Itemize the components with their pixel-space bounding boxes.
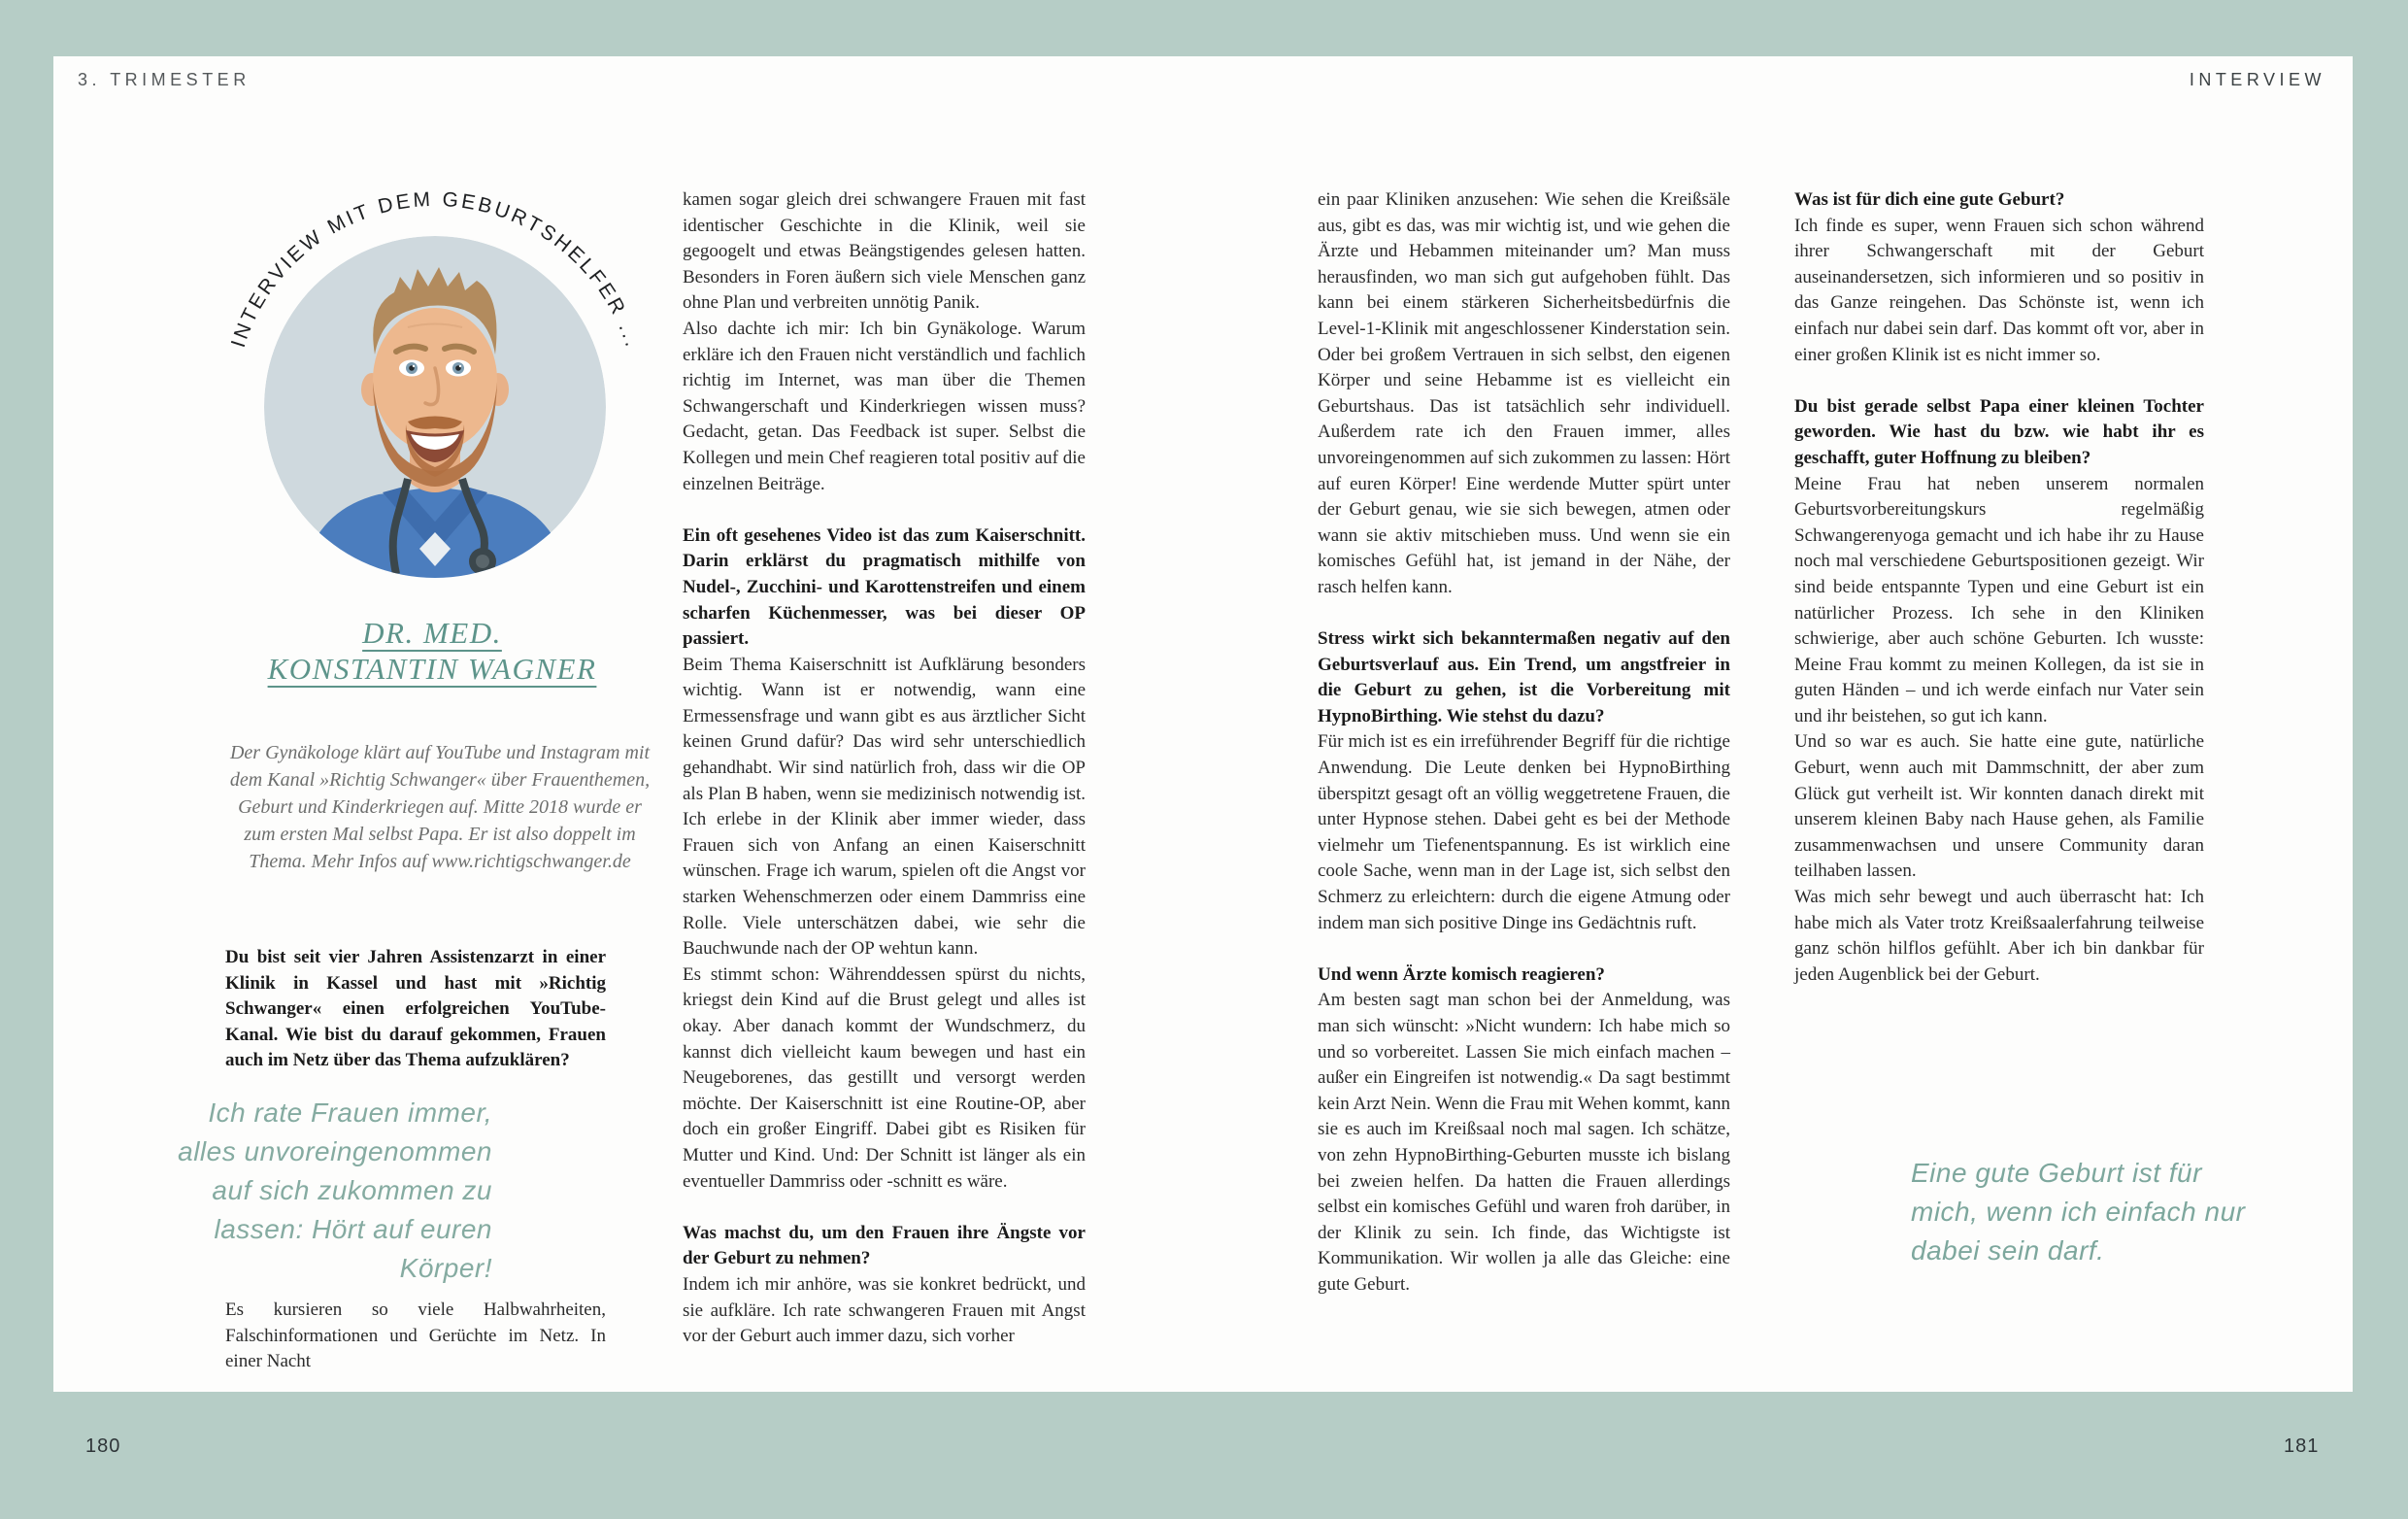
interview-question: Stress wirkt sich bekanntermaßen negativ auf den Geburtsverlauf aus. Ein Trend, um angstfreier in die Geburt zu gehen, ist die Vorbereitung mit HypnoBirthing. Wie stehst du dazu? bbox=[1318, 628, 1730, 726]
interview-answer: Es stimmt schon: Währenddessen spürst du nichts, kriegst dein Kind auf die Brust gelegt und alles ist okay. Aber danach kommt der Wundschmerz, du kannst dich vielleicht kaum bewegen und hast ein Neugeborenes, das gestillt und versorgt werden möchte. Der Kaiserschnitt ist eine Routine-OP, aber doch ein großer Eingriff. Dabei gibt es Risiken für Mutter und Kind. Und: Der Schnitt ist länger als ein eventueller Dammriss oder -schnitt es wäre. bbox=[683, 963, 1086, 1192]
doctor-name bbox=[199, 615, 665, 687]
interview-question: Und wenn Ärzte komisch reagieren? bbox=[1318, 963, 1605, 985]
interview-answer: kamen sogar gleich drei schwangere Frauen mit fast identischer Geschichte in die Klinik, weil sie gegoogelt und etwas Beängstigendes gelesen hatten. Besonders in Foren äußern sich viele Menschen ganz ohne Plan und verbreiten unnötig Panik. bbox=[683, 189, 1086, 314]
interview-question: Was ist für dich eine gute Geburt? bbox=[1794, 189, 2065, 210]
portrait-photo bbox=[264, 236, 606, 578]
interview-answer: Beim Thema Kaiserschnitt ist Aufklärung besonders wichtig. Wann ist er notwendig, wann eine Ermessensfrage und wann gibt es aus ärztlicher Sicht keinen Grund dafür? Das wird sehr unterschiedlich gehandhabt. Wir sind natürlich froh, dass wir die OP als Plan B haben, wenn sie medizinisch notwendig ist. Ich erlebe in der Klinik aber immer wieder, dass Frauen sich von Anfang an einen Kaiserschnitt wünschen. Frage ich warum, spielen oft die Angst vor starken Wehenschmerzen oder einem Dammriss eine Rolle. Viele unterschätzen dabei, wie sehr die Bauchwunde nach der OP wehtun kann. bbox=[683, 654, 1086, 960]
interview-answer: Was mich sehr bewegt und auch überrascht hat: Ich habe mich als Vater trotz Kreißsaalerfahrung teilweise ganz schön hilflos gefühlt. Aber ich bin dankbar für jeden Augenblick bei der Geburt. bbox=[1794, 887, 2204, 985]
interview-answer: Meine Frau hat neben unserem normalen Geburtsvorbereitungskurs regelmäßig Schwangerenyoga gemacht und ich habe ihr zu Hause noch mal verschiedene Geburtspositionen gezeigt. Wir sind beide entspannte Typen und eine Geburt ist ein natürlicher Prozess. Ich sehe in den Kliniken schwierige, aber auch schöne Geburten. Ich wusste: Meine Frau kommt zu meinen Kollegen, da ist sie in guten Händen – und ich werde einfach nur Vater sein und ihr beistehen, so gut ich kann. bbox=[1794, 473, 2204, 726]
interview-answer: Also dachte ich mir: Ich bin Gynäkologe. Warum erkläre ich den Frauen nicht verständlich und fachlich richtig im Internet, was man über die Themen Schwangerschaft und Kinderkriegen wissen muss? Gedacht, getan. Das Feedback ist super. Selbst die Kollegen und mein Chef reagieren total positiv auf die einzelnen Beiträge. bbox=[683, 318, 1086, 494]
running-head-right: INTERVIEW bbox=[2189, 70, 2325, 89]
interview-answer: Es kursieren so viele Halbwahrheiten, Falschinformationen und Gerüchte im Netz. In einer Nacht bbox=[225, 1300, 606, 1372]
answer-intro bbox=[225, 1298, 606, 1375]
interview-answer: Und so war es auch. Sie hatte eine gute, natürliche Geburt, wenn auch mit Dammschnitt, der aber zum Glück gut verheilt ist. Wir konnten danach direkt mit unserem kleinen Baby nach Hause gehen, als Familie zusammenwachsen und unsere Community daran teilhaben lassen. bbox=[1794, 731, 2204, 882]
doctor-name-line2: KONSTANTIN WAGNER bbox=[267, 652, 597, 686]
interview-answer: Am besten sagt man schon bei der Anmeldung, was man sich wünscht: »Nicht wundern: Ich habe mich so und so vorbereitet. Lassen Sie mich einfach machen – außer ein Eingreifen ist notwendig.« Da sagt bestimmt kein Arzt Nein. Wenn die Frau mit Wehen kommt, kann sie es auch im Kreißsaal noch mal sagen. Ich schätze, von zehn HypnoBirthing-Geburten musste ich bislang bei zweien helfen. Da hatten die Frauen allerdings selbst ein komisches Gefühl und waren froh darüber, in der Klinik zu sein. Ich finde, das Wichtigste ist Kommunikation. Wir wollen ja alle das Gleiche: eine gute Geburt. bbox=[1318, 990, 1730, 1295]
interview-question: Was machst du, um den Frauen ihre Ängste vor der Geburt zu nehmen? bbox=[683, 1222, 1086, 1269]
pull-quote-right: Eine gute Geburt ist für mich, wenn ich einfach nur dabei sein darf. bbox=[1911, 1158, 2246, 1266]
interview-answer: ein paar Kliniken anzusehen: Wie sehen die Kreißsäle aus, gibt es das, was mir wichtig ist, und wie gehen die Ärzte und Hebammen miteinander um? Man muss herausfinden, wo man sich gut aufgehoben fühlt. Das kann bei einem stärkeren Sicherheitsbedürfnis die Level-1-Klinik mit angeschlossener Kinderstation sein. Oder bei großem Vertrauen in sich selbst, den eigenen Körper und seine Hebamme ist es vielleicht ein Geburtshaus. Das ist tatsächlich sehr individuell. Außerdem rate ich den Frauen immer, alles unvoreingenommen auf sich zukommen zu lassen: Hört auf euren Körper! Eine werdende Mutter spürt unter der Geburt genau, wie sie sich bewegen, atmen oder wann sie aktiv mitschieben muss. Und wenn sie ein komisches Gefühl hat, ist jemand in der Nähe, der rasch helfen kann. bbox=[1318, 189, 1730, 597]
text-column-3 bbox=[1318, 187, 1730, 1299]
page-number-right: 181 bbox=[2284, 1435, 2320, 1457]
pull-quote-left: Ich rate Frauen immer, alles unvoreingenommen auf sich zukommen zu lassen: Hört auf euren Körper! bbox=[178, 1097, 492, 1283]
page-number-left: 180 bbox=[85, 1435, 121, 1457]
interview-question-first bbox=[225, 945, 606, 1074]
interview-answer: Indem ich mir anhöre, was sie konkret bedrückt, und sie aufkläre. Ich rate schwangeren Frauen mit Angst vor der Geburt auch immer dazu, sich vorher bbox=[683, 1273, 1086, 1347]
text-column-2 bbox=[683, 187, 1086, 1350]
running-head-left: 3. TRIMESTER bbox=[78, 70, 251, 89]
doctor-name-line1: DR. MED. bbox=[362, 616, 502, 650]
interview-answer: Für mich ist es ein irreführender Begriff für die richtige Anwendung. Die Leute denken bei HypnoBirthing überspitzt gesagt oft an völlig weggetretene Frauen, die unter Hypnose stehen. Dabei geht es bei der Methode vielmehr um Tiefenentspannung. Es ist wirklich eine coole Sache, wenn man in der Lage ist, sich selbst den Schmerz zu erleichtern: durch die eigene Atmung oder indem man sich positive Dinge ins Gedächtnis ruft. bbox=[1318, 731, 1730, 933]
interview-question: Du bist gerade selbst Papa einer kleinen Tochter geworden. Wie hast du bzw. wie habt ihr es geschafft, guter Hoffnung zu bleiben? bbox=[1794, 395, 2204, 468]
doctor-bio: Der Gynäkologe klärt auf YouTube und Instagram mit dem Kanal »Richtig Schwanger« über Frauenthemen, Geburt und Kinderkriegen auf. Mitte 2018 wurde er zum ersten Mal selbst Papa. Er ist also doppelt im Thema. Mehr Infos auf www.richtigschwanger.de bbox=[229, 742, 651, 872]
interview-answer: Ich finde es super, wenn Frauen sich schon während ihrer Schwangerschaft mit der Geburt auseinandersetzen, sich informieren und so positiv in das Ganze reingehen. Das Schönste ist, wenn ich einfach nur dabei sein darf. Das kommt oft vor, aber in einer großen Klinik ist es nicht immer so. bbox=[1794, 215, 2204, 365]
page-sheet bbox=[53, 56, 2353, 1392]
interview-question: Ein oft gesehenes Video ist das zum Kaiserschnitt. Darin erklärst du pragmatisch mithilfe von Nudel-, Zucchini- und Karottenstreifen und einem scharfen Küchenmesser, was bei dieser OP passiert. bbox=[683, 524, 1086, 650]
interview-question: Du bist seit vier Jahren Assistenzarzt in einer Klinik in Kassel und hast mit »Richtig Schwanger« einen erfolgreichen YouTube-Kanal. Wie bist du darauf gekommen, Frauen auch im Netz über das Thema aufzuklären? bbox=[225, 947, 606, 1071]
svg-text:INTERVIEW MIT DEM GEBURTSHELFE: INTERVIEW MIT DEM GEBURTSHELFER ... bbox=[226, 187, 645, 353]
text-column-4 bbox=[1794, 187, 2204, 988]
doctor-portrait-illustration bbox=[264, 236, 606, 578]
